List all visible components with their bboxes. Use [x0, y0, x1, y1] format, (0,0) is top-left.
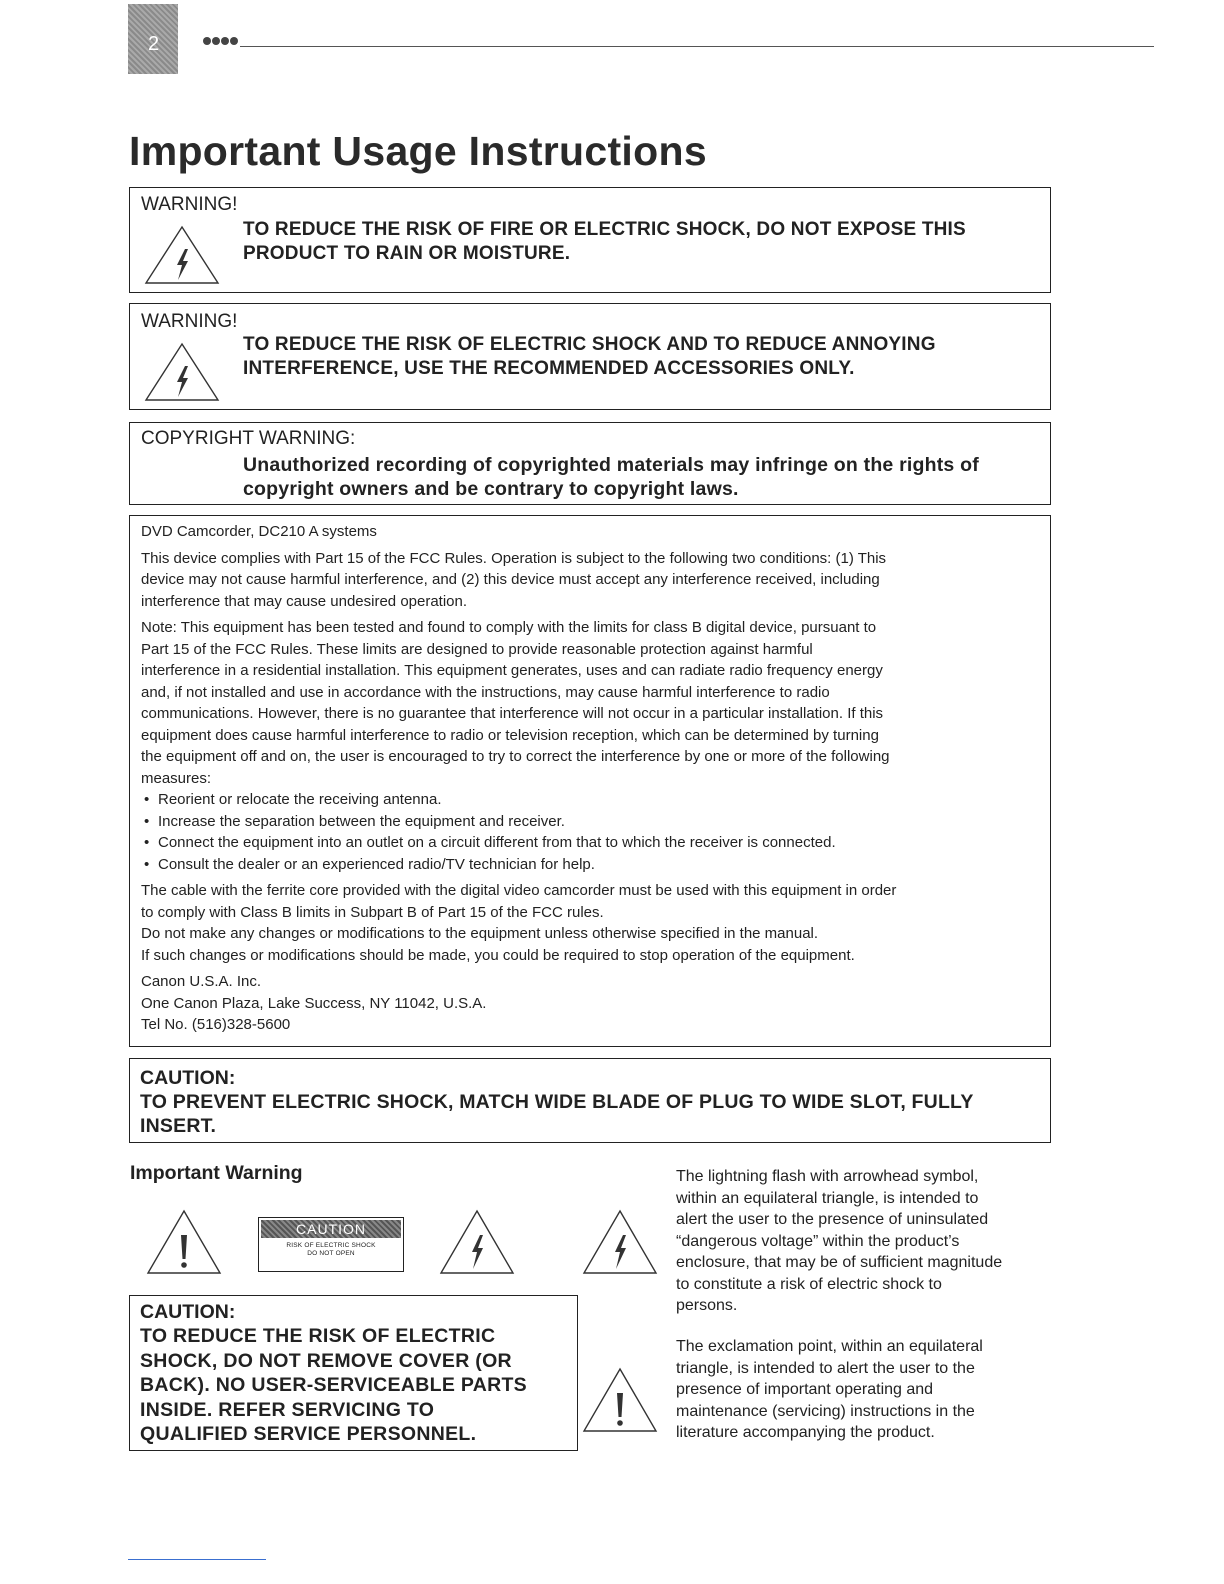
- lightning-triangle-icon: [439, 1209, 515, 1275]
- list-item: • Connect the equipment into an outlet on a circuit different from that to which the receiver is connected.: [141, 832, 1039, 854]
- fcc-cable-note: [141, 880, 1039, 966]
- explanation-line: enclosure, that may be of sufficient magnitude: [676, 1254, 1003, 1271]
- fcc-line: and, if not installed and use in accordance with the instructions, may cause harmful interference to radio: [141, 683, 830, 701]
- caution-line: INSIDE. REFER SERVICING TO: [140, 1398, 435, 1421]
- explanation-line: to constitute a risk of electric shock to: [676, 1275, 942, 1293]
- explanation-line: triangle, is intended to alert the user to the: [676, 1359, 975, 1377]
- copyright-line: copyright owners and be contrary to copyright laws.: [243, 478, 739, 500]
- exclamation-symbol-explanation: [676, 1336, 1051, 1444]
- caution-line: TO PREVENT ELECTRIC SHOCK, MATCH WIDE BLADE OF PLUG TO WIDE SLOT, FULLY: [140, 1091, 974, 1113]
- caution-label-line: DO NOT OPEN: [307, 1250, 355, 1257]
- header-dots: [203, 37, 238, 45]
- fcc-line: communications. However, there is no guarantee that interference will not occur in a particular installation. If this: [141, 705, 884, 722]
- explanation-line: maintenance (servicing) instructions in the: [676, 1402, 975, 1420]
- header-dot: [230, 37, 238, 45]
- exclamation-triangle-icon: [582, 1367, 658, 1433]
- warning-heading: WARNING!: [141, 311, 238, 332]
- copyright-warning-box: [129, 422, 1051, 505]
- lightning-triangle-icon: [144, 342, 220, 402]
- caution-text: [140, 1090, 1040, 1138]
- lightning-triangle-icon: [144, 225, 220, 285]
- bottom-rule: [128, 1559, 266, 1560]
- warning-text: [243, 333, 1036, 381]
- list-item: • Consult the dealer or an experienced radio/TV technician for help.: [141, 854, 1039, 876]
- explanation-line: persons.: [676, 1297, 738, 1314]
- fcc-statement-box: [129, 515, 1051, 1047]
- warning-line: PRODUCT TO RAIN OR MOISTURE.: [243, 243, 571, 264]
- page-number: 2: [148, 33, 160, 55]
- explanation-line: literature accompanying the product.: [676, 1424, 935, 1441]
- page-title: Important Usage Instructions: [129, 128, 707, 174]
- copyright-heading: COPYRIGHT WARNING:: [141, 428, 356, 449]
- caution-line: TO REDUCE THE RISK OF ELECTRIC: [140, 1325, 496, 1347]
- address-line: One Canon Plaza, Lake Success, NY 11042, U.S.A.: [141, 994, 487, 1012]
- caution-heading: CAUTION:: [140, 1301, 236, 1323]
- copyright-line: Unauthorized recording of copyrighted materials may infringe on the rights of: [243, 454, 979, 476]
- fcc-line: measures:: [141, 769, 212, 787]
- explanation-line: alert the user to the presence of uninsulated: [676, 1211, 989, 1228]
- fcc-line: Do not make any changes or modifications to the equipment unless otherwise specified in the manual.: [141, 925, 819, 942]
- lightning-symbol-explanation: [676, 1166, 1051, 1317]
- caution-text: [140, 1324, 567, 1447]
- fcc-line: to comply with Class B limits in Subpart B of Part 15 of the FCC rules.: [141, 903, 604, 921]
- fcc-line: device may not cause harmful interference, and (2) this device must accept any interference received, including: [141, 571, 880, 588]
- lightning-triangle-icon: [582, 1209, 658, 1275]
- warning-box-accessories: [129, 303, 1051, 410]
- caution-heading: CAUTION:: [140, 1067, 236, 1089]
- important-warning-heading: Important Warning: [130, 1162, 303, 1184]
- address-line: Tel No. (516)328-5600: [141, 1016, 291, 1033]
- caution-label-sticker: [258, 1217, 404, 1272]
- address-line: Canon U.S.A. Inc.: [141, 973, 262, 990]
- fcc-line: Part 15 of the FCC Rules. These limits are designed to provide reasonable protection against harmful: [141, 640, 813, 658]
- caution-line: QUALIFIED SERVICE PERSONNEL.: [140, 1423, 477, 1445]
- caution-line: BACK). NO USER-SERVICEABLE PARTS: [140, 1374, 527, 1396]
- explanation-line: presence of important operating and: [676, 1381, 934, 1398]
- fcc-line: equipment does cause harmful interference to radio or television reception, which can be determined by turning: [141, 726, 879, 744]
- caution-plug-box: [129, 1058, 1051, 1143]
- caution-label-line: RISK OF ELECTRIC SHOCK: [286, 1242, 376, 1249]
- caution-line: SHOCK, DO NOT REMOVE COVER (OR: [140, 1349, 512, 1372]
- list-item: • Reorient or relocate the receiving antenna.: [141, 789, 1039, 811]
- fcc-line: This device complies with Part 15 of the FCC Rules. Operation is subject to the following two conditions: (1) This: [141, 549, 887, 567]
- fcc-line: interference in a residential installation. This equipment generates, uses and can radiate radio frequency energy: [141, 662, 883, 679]
- explanation-line: within an equilateral triangle, is intended to: [676, 1189, 979, 1207]
- warning-line: INTERFERENCE, USE THE RECOMMENDED ACCESSORIES ONLY.: [243, 358, 855, 379]
- warning-box-fire: [129, 187, 1051, 293]
- fcc-line: Note: This equipment has been tested and found to comply with the limits for class B digital device, pursuant to: [141, 619, 877, 636]
- fcc-line: The cable with the ferrite core provided with the digital video camcorder must be used with this equipment in order: [141, 882, 897, 899]
- fcc-line: If such changes or modifications should be made, you could be required to stop operation of the equipment.: [141, 946, 855, 964]
- device-name: DVD Camcorder, DC210 A systems: [141, 523, 377, 540]
- warning-line: TO REDUCE THE RISK OF ELECTRIC SHOCK AND TO REDUCE ANNOYING: [243, 334, 936, 355]
- warning-heading: WARNING!: [141, 194, 238, 215]
- list-item: • Increase the separation between the equipment and receiver.: [141, 811, 1039, 833]
- fcc-compliance: [141, 548, 1039, 613]
- exclamation-triangle-icon: [146, 1209, 222, 1275]
- caution-cover-box: [129, 1295, 578, 1451]
- caution-label-title: CAUTION: [261, 1220, 401, 1238]
- fcc-note: [141, 617, 1039, 789]
- header-dot: [203, 37, 211, 45]
- fcc-line: interference that may cause undesired operation.: [141, 592, 468, 610]
- warning-text: [243, 218, 1036, 266]
- header-dot: [221, 37, 229, 45]
- header-dot: [212, 37, 220, 45]
- manufacturer-address: [141, 971, 1039, 1036]
- warning-line: TO REDUCE THE RISK OF FIRE OR ELECTRIC SHOCK, DO NOT EXPOSE THIS: [243, 219, 966, 240]
- explanation-line: The exclamation point, within an equilateral: [676, 1338, 983, 1355]
- caution-line: INSERT.: [140, 1115, 217, 1137]
- explanation-line: The lightning flash with arrowhead symbol,: [676, 1168, 979, 1185]
- copyright-text: [243, 453, 1036, 501]
- fcc-line: the equipment off and on, the user is encouraged to try to correct the interference by one or more of the following: [141, 748, 890, 765]
- fcc-measures-list: [141, 789, 1039, 875]
- explanation-line: “dangerous voltage” within the product’s: [676, 1232, 960, 1250]
- header-rule: [240, 46, 1154, 47]
